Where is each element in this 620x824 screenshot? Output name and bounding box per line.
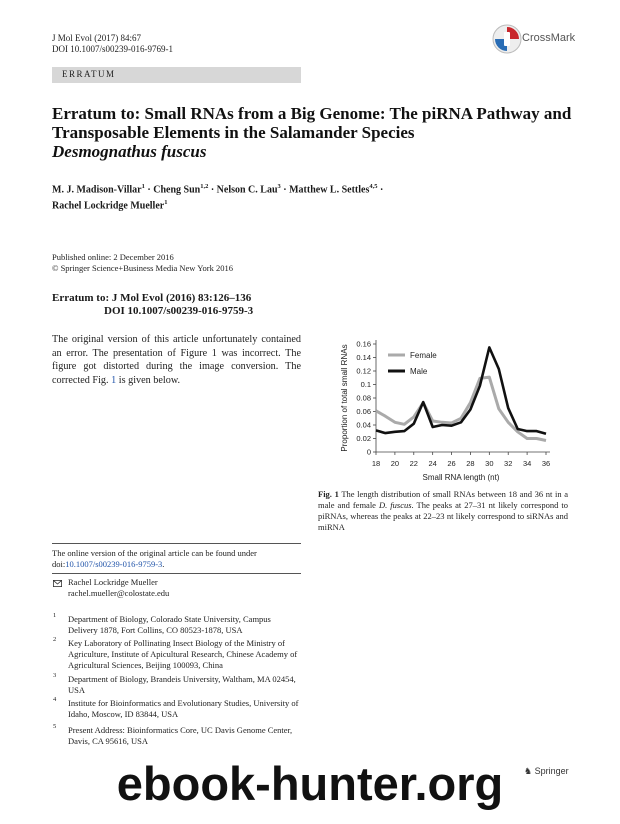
erratum-heading-citation: Erratum to: J Mol Evol (2016) 83:126–136 xyxy=(52,292,252,304)
publication-dates xyxy=(52,252,233,274)
y-tick-label: 0.06 xyxy=(356,407,371,416)
small-rna-length-chart xyxy=(316,334,574,486)
y-tick-label: 0.02 xyxy=(356,434,371,443)
author-name[interactable]: Rachel Lockridge Mueller xyxy=(52,200,165,212)
x-tick-label: 34 xyxy=(522,459,532,468)
figure-caption-text-end: . The peaks at 27–31 nt likely correspond to piRNAs, whereas the peaks at 22–23 nt likely correspond to siRNAs and miRNA xyxy=(318,500,568,532)
erratum-heading xyxy=(52,292,253,318)
affiliation-number: 2 xyxy=(53,636,57,643)
figure-link[interactable]: 1 xyxy=(111,374,117,386)
author-affiliation-ref: 3 xyxy=(277,183,281,190)
correspondence-block xyxy=(68,577,169,599)
figure-label: Fig. 1 xyxy=(318,489,339,499)
springer-horse-icon: ♞ xyxy=(524,766,533,776)
x-tick-label: 32 xyxy=(504,459,513,468)
affiliation-number: 1 xyxy=(53,612,57,619)
author-name[interactable]: Matthew L. Settles xyxy=(289,184,370,196)
x-tick-label: 26 xyxy=(447,459,456,468)
x-tick-label: 36 xyxy=(541,459,551,468)
x-tick-label: 28 xyxy=(466,459,475,468)
original-article-note-end: . xyxy=(162,559,165,569)
figure-caption-text: The length distribution of small RNAs between 18 and 36 nt in a male and female xyxy=(318,489,568,510)
author-list: M. J. Madison-Villar$^1$ · Cheng Sun$^{1,2}$ · Nelson C. Lau$^3$ · Matthew L. Settles$^{4,5}$ · Rachel Lockridge Mueller$^1$ xyxy=(52,183,384,212)
article-doi[interactable]: DOI 10.1007/s00239-016-9769-1 xyxy=(52,44,173,54)
y-tick-label: 0.08 xyxy=(356,393,371,403)
original-article-note xyxy=(52,548,301,570)
body-text-end: is given below. xyxy=(116,374,181,386)
affiliation-text: Key Laboratory of Pollinating Insect Biology of the Ministry of Agriculture, Institute of Apicultural Research, Chinese Academy of Agricultural Sciences, Beijing 100093, China xyxy=(68,638,298,670)
springer-name: Springer xyxy=(534,766,569,776)
crossmark-icon[interactable] xyxy=(492,24,522,54)
y-tick-label: 0.1 xyxy=(360,380,371,389)
article-title-species: Desmognathus fuscus xyxy=(52,142,207,161)
x-tick-label: 30 xyxy=(485,459,494,468)
x-tick-label: 24 xyxy=(428,459,437,468)
crossmark-label[interactable]: CrossMark xyxy=(522,32,576,44)
affiliation-text: Department of Biology, Brandeis University, Waltham, MA 02454, USA xyxy=(68,674,296,695)
body-paragraph xyxy=(52,333,301,387)
affiliation-text: Department of Biology, Colorado State University, Campus Delivery 1878, Fort Collins, CO 80523-1878, USA xyxy=(68,614,271,635)
legend-label-male: Male xyxy=(410,367,428,376)
correspondence-name: Rachel Lockridge Mueller xyxy=(68,577,158,587)
x-tick-label: 22 xyxy=(409,459,418,468)
correspondence-divider xyxy=(52,573,301,574)
series-line-male xyxy=(376,347,546,433)
original-article-doi-link[interactable]: 10.1007/s00239-016-9759-3 xyxy=(65,559,163,569)
watermark: ebook-hunter.org xyxy=(116,757,504,810)
affiliation-text: Institute for Bioinformatics and Evolutionary Studies, University of Idaho, Moscow, ID 83844, USA xyxy=(68,698,299,719)
journal-citation: J Mol Evol (2017) 84:67 xyxy=(52,33,141,43)
legend-label-female: Female xyxy=(410,351,437,360)
correspondence-email[interactable]: rachel.mueller@colostate.edu xyxy=(68,588,170,598)
author-affiliation-ref: 4,5 xyxy=(369,183,378,190)
affiliation-number: 3 xyxy=(53,672,57,679)
y-tick-label: 0 xyxy=(366,447,371,457)
y-tick-label: 0.16 xyxy=(356,339,371,349)
x-tick-label: 20 xyxy=(390,459,400,468)
y-tick-label: 0.04 xyxy=(356,420,371,430)
body-text-start: The original version of this article unfortunately contained an error. The presentation of Figure 1 was incorrect. The figure got distorted during the image conversion. The corrected Fig. xyxy=(52,334,301,386)
affiliation-number: 4 xyxy=(53,696,57,703)
y-tick-label: 0.12 xyxy=(356,366,371,376)
x-axis-label: Small RNA length (nt) xyxy=(422,473,500,482)
article-title-main: Erratum to: Small RNAs from a Big Genome: The piRNA Pathway and Transposable Elements in the Salamander Species xyxy=(52,104,572,142)
author-affiliation-ref: 1 xyxy=(164,199,168,207)
erratum-heading-doi: DOI 10.1007/s00239-016-9759-3 xyxy=(104,305,254,317)
footnote-divider xyxy=(52,543,301,544)
figure-caption-species: D. fuscus xyxy=(378,500,412,510)
y-axis-label: Proportion of total small RNAs xyxy=(340,344,349,452)
x-tick-label: 18 xyxy=(371,459,381,468)
author-name[interactable]: Nelson C. Lau xyxy=(216,184,278,196)
envelope-icon xyxy=(53,580,62,587)
author-name[interactable]: M. J. Madison-Villar xyxy=(52,184,142,196)
published-date: Published online: 2 December 2016 xyxy=(52,252,174,262)
copyright-line: © Springer Science+Business Media New York 2016 xyxy=(52,263,233,273)
affiliation-text: Present Address: Bioinformatics Core, UC Davis Genome Center, Davis, CA 95616, USA xyxy=(68,725,293,746)
article-type-label: ERRATUM xyxy=(62,69,116,79)
author-affiliation-ref: 1 xyxy=(141,183,145,190)
article-title xyxy=(52,104,572,161)
figure-caption xyxy=(318,489,568,533)
y-tick-label: 0.14 xyxy=(356,353,371,362)
affiliation-number: 5 xyxy=(53,723,57,730)
author-name[interactable]: Cheng Sun xyxy=(153,184,201,196)
author-affiliation-ref: 1,2 xyxy=(200,183,209,190)
original-article-note-text: The online version of the original article can be found under doi: xyxy=(52,548,257,569)
